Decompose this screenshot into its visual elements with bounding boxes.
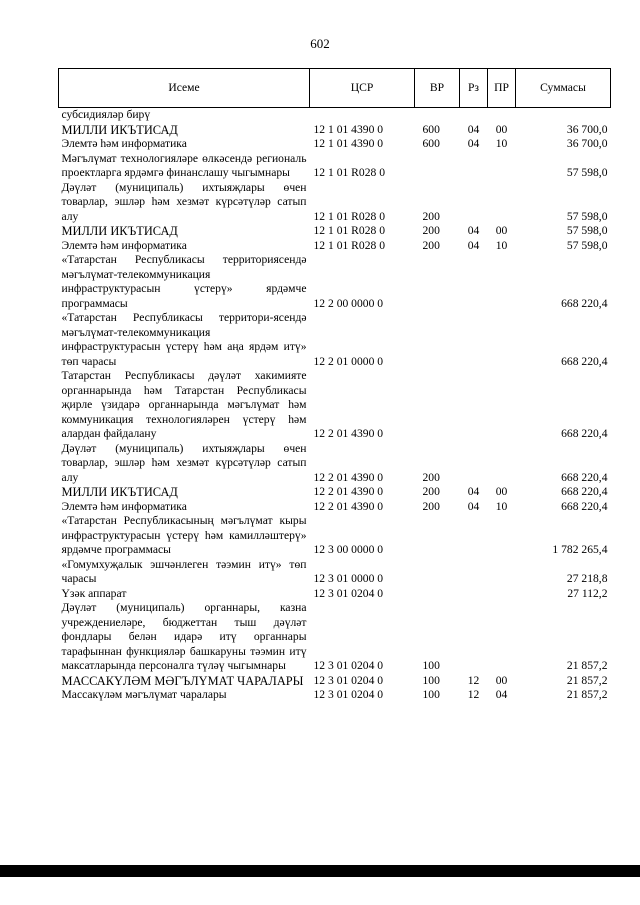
cell-name: Массакүләм мәгълүмат чаралары bbox=[61, 688, 227, 701]
cell-csr: 12 1 01 R028 0 bbox=[313, 166, 385, 179]
table-row bbox=[59, 253, 611, 311]
table-row bbox=[59, 558, 611, 587]
cell-csr: 12 1 01 4390 0 bbox=[313, 137, 384, 150]
cell-sum: 57 598,0 bbox=[566, 166, 608, 179]
cell-rz: 04 bbox=[467, 122, 480, 136]
budget-table bbox=[58, 68, 611, 703]
cell-name: МИЛЛИ ИКЪТИСАД bbox=[61, 122, 178, 137]
cell-name: Үзәк аппарат bbox=[61, 586, 127, 600]
table-row bbox=[59, 442, 611, 486]
table-row bbox=[59, 500, 611, 515]
table-row bbox=[59, 369, 611, 442]
header-vr: ВР bbox=[415, 69, 460, 108]
cell-pr bbox=[488, 514, 516, 558]
cell-sum: 36 700,0 bbox=[566, 137, 608, 150]
cell-pr bbox=[488, 587, 516, 602]
cell-sum bbox=[516, 108, 611, 123]
cell-name: «Гомумхуҗалык эшчәнлеген тәэмин итү» төп чарасы bbox=[61, 557, 307, 585]
cell-name: «Татарстан Республикасы территори-ясендә мәгълүмат-телекоммуникация инфраструктурасын үстерү һәм аңа ярдәм итү» төп чарасы bbox=[61, 311, 307, 368]
cell-vr: 200 bbox=[422, 224, 440, 237]
cell-rz bbox=[460, 311, 488, 369]
cell-vr: 200 bbox=[422, 209, 440, 223]
cell-sum: 27 112,2 bbox=[567, 586, 608, 600]
cell-vr bbox=[415, 558, 460, 587]
table-row bbox=[59, 239, 611, 254]
cell-pr: 00 bbox=[495, 122, 508, 136]
cell-name: МИЛЛИ ИКЪТИСАД bbox=[61, 224, 178, 238]
cell-rz bbox=[460, 514, 488, 558]
cell-vr: 100 bbox=[422, 673, 440, 687]
table-row bbox=[59, 123, 611, 138]
table-row bbox=[59, 108, 611, 123]
cell-sum: 27 218,8 bbox=[566, 572, 608, 585]
cell-sum: 1 782 265,4 bbox=[552, 543, 608, 556]
cell-csr: 12 2 01 4390 0 bbox=[313, 470, 384, 484]
table-header bbox=[59, 69, 611, 108]
cell-csr bbox=[310, 108, 415, 123]
cell-name: Элемтә һәм информатика bbox=[61, 137, 187, 150]
page-number: 602 bbox=[310, 36, 330, 51]
cell-rz: 04 bbox=[467, 137, 480, 150]
cell-sum: 21 857,2 bbox=[566, 688, 608, 701]
cell-sum: 668 220,4 bbox=[561, 354, 608, 368]
cell-rz: 12 bbox=[467, 673, 480, 687]
cell-vr bbox=[415, 587, 460, 602]
cell-vr: 100 bbox=[422, 659, 440, 672]
cell-vr bbox=[415, 253, 460, 311]
cell-name: Элемтә һәм информатика bbox=[61, 238, 187, 252]
cell-vr: 600 bbox=[422, 137, 440, 150]
cell-rz bbox=[460, 601, 488, 674]
cell-csr: 12 1 01 R028 0 bbox=[313, 238, 385, 252]
cell-name: «Татарстан Республикасы территориясендә мәгълүмат-телекоммуникация инфраструктурасын үстерү» ярдәмче программасы bbox=[61, 253, 307, 310]
cell-csr: 12 3 01 0204 0 bbox=[313, 688, 384, 701]
cell-name: МИЛЛИ ИКЪТИСАД bbox=[61, 485, 178, 499]
cell-csr: 12 2 01 0000 0 bbox=[313, 354, 384, 368]
table-row bbox=[59, 181, 611, 225]
cell-vr: 200 bbox=[422, 485, 440, 498]
cell-pr bbox=[488, 442, 516, 486]
cell-vr bbox=[415, 514, 460, 558]
cell-csr: 12 3 01 0000 0 bbox=[313, 572, 384, 585]
cell-rz bbox=[460, 587, 488, 602]
cell-vr: 200 bbox=[422, 238, 440, 252]
cell-vr: 600 bbox=[422, 122, 440, 136]
table-row bbox=[59, 485, 611, 500]
table-row bbox=[59, 137, 611, 152]
cell-pr bbox=[488, 152, 516, 181]
cell-name: Дәүләт (муниципаль) органнары, казна учреждениеләре, бюджеттан тыш дәүләт фондлары белән идарә итү органнары тарафыннан функцияләр башкаруны тәэмин итү максатларында персоналга түләү чыгымнары bbox=[61, 601, 307, 672]
cell-name: МАССАКҮЛӘМ МӘГЪЛҮМАТ ЧАРАЛАРЫ bbox=[61, 673, 304, 688]
cell-sum: 57 598,0 bbox=[566, 224, 608, 237]
cell-pr: 04 bbox=[495, 688, 508, 701]
cell-sum: 668 220,4 bbox=[561, 296, 608, 310]
cell-sum: 57 598,0 bbox=[566, 209, 608, 223]
cell-rz: 04 bbox=[467, 485, 480, 498]
table-row bbox=[59, 224, 611, 239]
cell-name: Дәүләт (муниципаль) ихтыяҗлары өчен товарлар, эшләр һәм хезмәт күрсәтүләр сатып алу bbox=[61, 180, 307, 223]
cell-vr bbox=[415, 108, 460, 123]
cell-sum: 21 857,2 bbox=[566, 659, 608, 672]
cell-pr: 00 bbox=[495, 673, 508, 687]
cell-pr: 00 bbox=[495, 485, 508, 498]
cell-sum: 668 220,4 bbox=[561, 485, 608, 498]
cell-rz bbox=[460, 558, 488, 587]
cell-sum: 668 220,4 bbox=[561, 499, 608, 513]
cell-pr bbox=[488, 369, 516, 442]
cell-vr: 200 bbox=[422, 470, 440, 484]
cell-sum: 668 220,4 bbox=[561, 427, 608, 440]
cell-pr bbox=[488, 311, 516, 369]
cell-name: Татарстан Республикасы дәүләт хакимияте органнарында һәм Татарстан Республикасы җирле үзидарә органнарында мәгълүмат һәм коммуникация технологияләрен үстерү һәм алардан файдалану bbox=[61, 369, 307, 440]
cell-sum: 668 220,4 bbox=[561, 470, 608, 484]
cell-csr: 12 2 01 4390 0 bbox=[313, 485, 384, 498]
cell-rz bbox=[460, 369, 488, 442]
cell-csr: 12 2 01 4390 0 bbox=[313, 499, 384, 513]
cell-name: Дәүләт (муниципаль) ихтыяҗлары өчен товарлар, эшләр һәм хезмәт күрсәтүләр сатып алу bbox=[61, 441, 307, 484]
cell-csr: 12 1 01 4390 0 bbox=[313, 122, 384, 136]
cell-sum: 36 700,0 bbox=[566, 122, 608, 136]
cell-csr: 12 1 01 R028 0 bbox=[313, 209, 385, 223]
header-csr: ЦСР bbox=[310, 69, 415, 108]
cell-pr: 00 bbox=[495, 224, 508, 237]
cell-pr bbox=[488, 601, 516, 674]
cell-rz: 04 bbox=[467, 224, 480, 237]
cell-pr bbox=[488, 253, 516, 311]
table-row bbox=[59, 152, 611, 181]
cell-name: Элемтә һәм информатика bbox=[61, 499, 187, 513]
cell-rz bbox=[460, 108, 488, 123]
cell-name: субсидияләр бирү bbox=[61, 108, 151, 121]
cell-rz: 04 bbox=[467, 238, 480, 252]
header-name: Исеме bbox=[59, 69, 310, 108]
scan-bottom-border bbox=[0, 865, 640, 877]
cell-csr: 12 3 01 0204 0 bbox=[313, 586, 384, 600]
cell-csr: 12 3 01 0204 0 bbox=[313, 673, 384, 687]
cell-rz bbox=[460, 152, 488, 181]
cell-sum: 57 598,0 bbox=[566, 238, 608, 252]
cell-rz: 12 bbox=[467, 688, 480, 701]
table-body bbox=[59, 108, 611, 703]
cell-vr bbox=[415, 152, 460, 181]
table-row bbox=[59, 311, 611, 369]
cell-pr bbox=[488, 558, 516, 587]
cell-pr bbox=[488, 181, 516, 225]
cell-vr bbox=[415, 369, 460, 442]
cell-pr: 10 bbox=[495, 137, 508, 150]
cell-csr: 12 3 00 0000 0 bbox=[313, 543, 384, 556]
cell-vr bbox=[415, 311, 460, 369]
table-row bbox=[59, 601, 611, 674]
cell-pr bbox=[488, 108, 516, 123]
table-row bbox=[59, 514, 611, 558]
table-row bbox=[59, 674, 611, 689]
cell-csr: 12 2 01 4390 0 bbox=[313, 427, 384, 440]
cell-rz bbox=[460, 442, 488, 486]
cell-name: «Татарстан Республикасының мәгълүмат кыры инфраструктурасын үстерү һәм камилләштерү» ярдәмче программасы bbox=[61, 514, 307, 556]
cell-csr: 12 3 01 0204 0 bbox=[313, 659, 384, 672]
cell-vr: 100 bbox=[422, 688, 440, 701]
cell-vr: 200 bbox=[422, 499, 440, 513]
cell-rz: 04 bbox=[467, 499, 480, 513]
cell-rz bbox=[460, 181, 488, 225]
cell-csr: 12 1 01 R028 0 bbox=[313, 224, 385, 237]
cell-pr: 10 bbox=[495, 499, 508, 513]
table-row bbox=[59, 587, 611, 602]
header-sum: Суммасы bbox=[516, 69, 611, 108]
cell-rz bbox=[460, 253, 488, 311]
cell-name: Мәгълүмат технологияләре өлкәсендә региональ проектларга ярдәмгә финанслашу чыгымнары bbox=[61, 151, 307, 179]
cell-sum: 21 857,2 bbox=[566, 673, 608, 687]
cell-csr: 12 2 00 0000 0 bbox=[313, 296, 384, 310]
header-pr: ПР bbox=[488, 69, 516, 108]
header-rz: Рз bbox=[460, 69, 488, 108]
table-row bbox=[59, 688, 611, 703]
cell-pr: 10 bbox=[495, 238, 508, 252]
budget-table-container bbox=[58, 68, 610, 703]
